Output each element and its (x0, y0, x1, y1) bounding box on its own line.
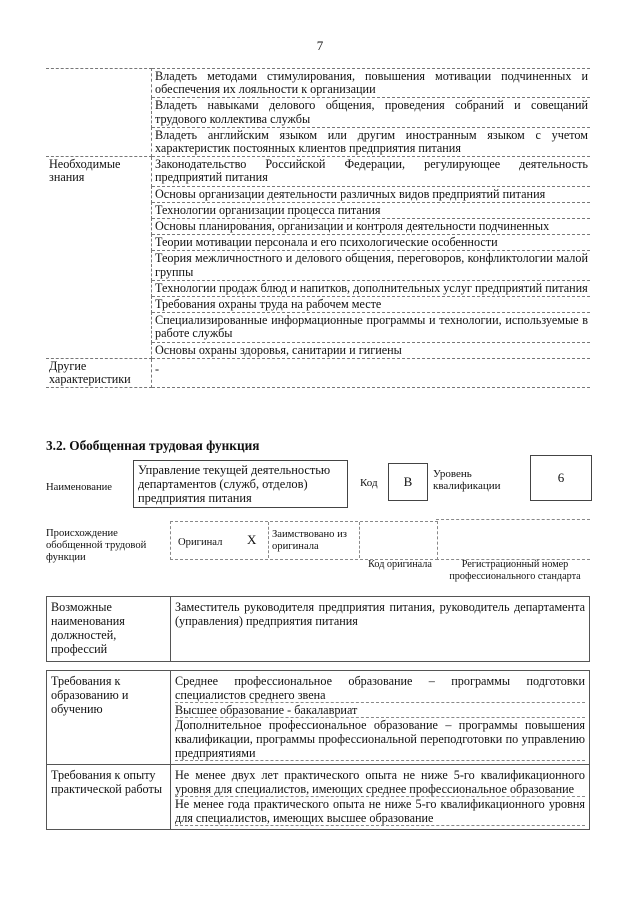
knowledge-item: Основы планирования, организации и контроля деятельности подчиненных (152, 219, 591, 235)
original-mark: X (247, 532, 257, 547)
skills-knowledge-table (46, 68, 590, 388)
experience-label: Требования к опыту практической работы (47, 765, 171, 830)
skill-item: Владеть навыками делового общения, проведения собраний и совещаний трудового коллектива службы (152, 98, 591, 127)
positions-label: Возможные наименования должностей, профессий (47, 597, 171, 662)
positions-value: Заместитель руководителя предприятия питания, руководитель департамента (управления) предприятия питания (175, 600, 585, 628)
name-value: Управление текущей деятельностью департаментов (служб, отделов) предприятия питания (138, 463, 331, 505)
origin-divider (268, 522, 270, 558)
experience-line: Не менее двух лет практического опыта не ниже 5-го квалификационного уровня для специалистов, имеющих среднее профессиональное образование (175, 768, 585, 796)
education-line: Дополнительное профессиональное образование – программы повышения квалификации, программы профессиональной переподготовки по управлению предприятиями (175, 718, 585, 760)
knowledge-item: Основы охраны здоровья, санитарии и гигиены (152, 342, 591, 358)
experience-line: Не менее года практического опыта не ниже 5-го квалификационного уровня для специалистов, имеющих высшее образование (175, 797, 585, 825)
page-number: 7 (316, 38, 324, 53)
skill-item: Владеть английским языком или другим иностранным языком с учетом характеристик постоянных клиентов предприятия питания (152, 127, 591, 156)
knowledge-item: Технологии организации процесса питания (152, 202, 591, 218)
name-label: Наименование (46, 482, 112, 493)
code-label: Код (360, 477, 378, 489)
other-characteristics-label: Другие характеристики (46, 358, 152, 387)
empty-label-cell (46, 69, 152, 157)
knowledge-item: Требования охраны труда на рабочем месте (152, 297, 591, 313)
knowledge-item: Законодательство Российской Федерации, регулирующее деятельность предприятий питания (152, 157, 591, 186)
level-value: 6 (530, 455, 592, 501)
level-label: Уровень квалификации (433, 468, 501, 492)
reg-number-label: Регистрационный номер профессионального стандарта (449, 559, 581, 582)
knowledge-label: Необходимые знания (46, 157, 152, 359)
section-title: 3.2. Обобщенная трудовая функция (46, 438, 260, 453)
knowledge-item: Технологии продаж блюд и напитков, дополнительных услуг предприятий питания (152, 280, 591, 296)
knowledge-item: Теории мотивации персонала и его психологические особенности (152, 235, 591, 251)
origin-label: Происхождение обобщенной трудовой функции (46, 528, 147, 563)
education-label: Требования к образованию и обучению (47, 671, 171, 765)
original-label: Оригинал (178, 537, 223, 548)
other-characteristics-value: - (152, 358, 591, 387)
positions-table (46, 596, 590, 662)
reg-number-box (436, 519, 590, 560)
skill-item: Владеть методами стимулирования, повышения мотивации подчиненных и обеспечения их лояльности к организации (152, 69, 591, 98)
requirements-table (46, 670, 590, 830)
knowledge-item: Специализированные информационные программы и технологии, используемые в работе службы (152, 313, 591, 342)
code-value: B (388, 463, 428, 501)
code-original-label: Код оригинала (368, 559, 432, 570)
borrowed-label: Заимствовано из оригинала (272, 529, 347, 552)
education-line: Среднее профессиональное образование – программы подготовки специалистов среднего звена (175, 674, 585, 702)
knowledge-item: Теория межличностного и делового общения, переговоров, конфликтологии малой группы (152, 251, 591, 280)
education-line: Высшее образование - бакалавриат (175, 703, 585, 718)
knowledge-item: Основы организации деятельности различных видов предприятий питания (152, 186, 591, 202)
origin-divider (359, 522, 361, 558)
name-box (133, 460, 348, 508)
